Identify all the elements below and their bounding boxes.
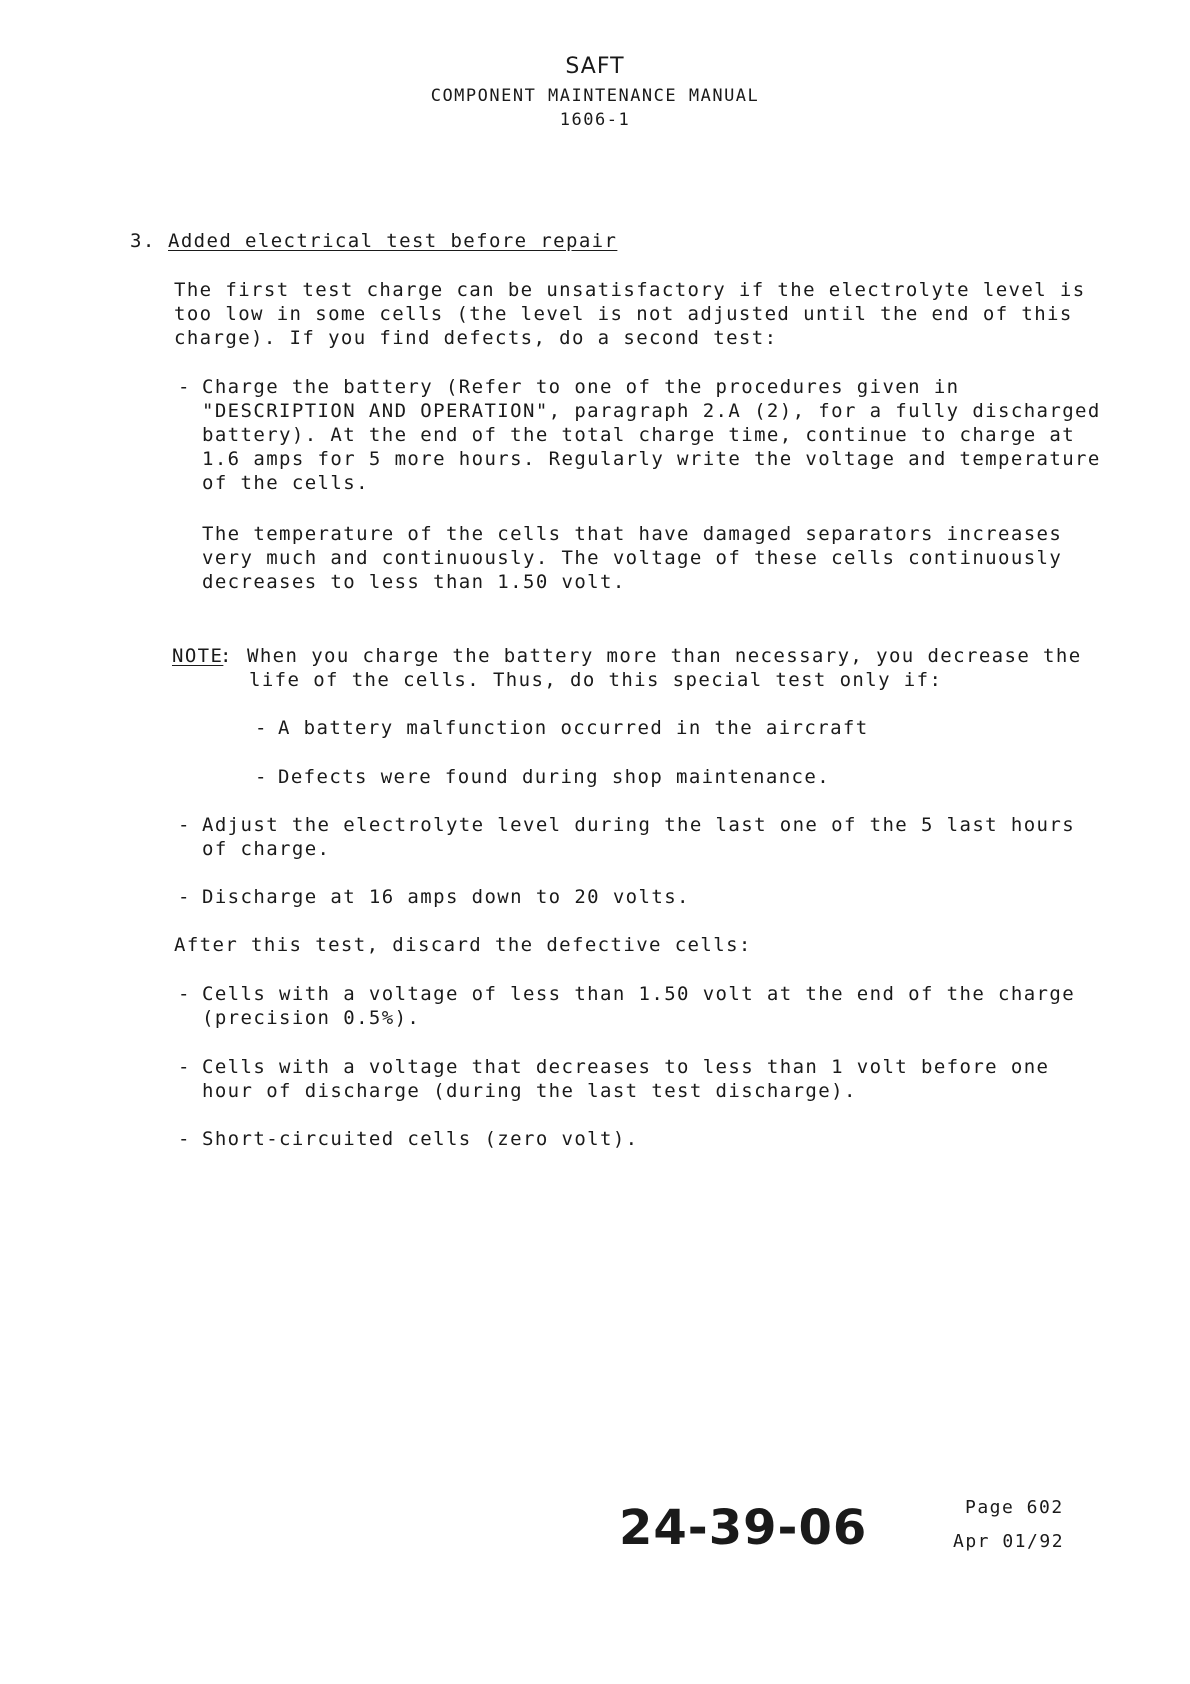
dash-bullet: -	[255, 717, 268, 739]
step-charge-battery: Charge the battery (Refer to one of the procedures given in "DESCRIPTION AND OPERATION", paragraph 2.A (2), for a fully discharged battery). At the end of the total charge time, continue to charge at 1.6 amps for 5 more hours. Regularly write the voltage and temperature of the cells.	[202, 376, 1101, 494]
manual-number: 1606-1	[559, 110, 631, 130]
note-item-malfunction: A battery malfunction occurred in the aircraft	[278, 717, 869, 739]
step-adjust-electrolyte: Adjust the electrolyte level during the last one of the 5 last hours of charge.	[202, 814, 1076, 860]
dash-bullet: -	[178, 1056, 191, 1078]
dash-bullet: -	[178, 983, 191, 1005]
dash-bullet: -	[178, 886, 191, 908]
discard-low-voltage: Cells with a voltage of less than 1.50 volt at the end of the charge (precision 0.5%).	[202, 983, 1076, 1029]
section-title: Added electrical test before repair	[168, 230, 618, 252]
manual-title: COMPONENT MAINTENANCE MANUAL	[430, 86, 760, 106]
company-name: SAFT	[565, 54, 625, 79]
step-discharge: Discharge at 16 amps down to 20 volts.	[202, 886, 690, 908]
note-item-defects: Defects were found during shop maintenance.	[278, 766, 831, 788]
page-number: Page 602	[965, 1497, 1064, 1518]
dash-bullet: -	[178, 1128, 191, 1150]
note-text-line2: life of the cells. Thus, do this special test only if:	[249, 669, 943, 691]
chapter-code: 24-39-06	[619, 1500, 868, 1556]
step-charge-observation: The temperature of the cells that have damaged separators increases very much and continuously. The voltage of these cells continuously decreases to less than 1.50 volt.	[202, 523, 1063, 593]
note-label: NOTE	[172, 645, 224, 667]
dash-bullet: -	[178, 814, 191, 836]
revision-date: Apr 01/92	[953, 1531, 1065, 1552]
dash-bullet: -	[178, 376, 191, 398]
section-number: 3.	[130, 230, 156, 252]
discard-decreasing-voltage: Cells with a voltage that decreases to less than 1 volt before one hour of discharge (during the last test discharge).	[202, 1056, 1050, 1102]
discard-short-circuited: Short-circuited cells (zero volt).	[202, 1128, 639, 1150]
note-colon: :	[220, 645, 233, 667]
intro-paragraph: The first test charge can be unsatisfactory if the electrolyte level is too low in some cells (the level is not adjusted until the end of this charge). If you find defects, do a second test:	[174, 279, 1086, 349]
after-test-text: After this test, discard the defective cells:	[174, 934, 752, 956]
dash-bullet: -	[255, 766, 268, 788]
note-text-line1: When you charge the battery more than necessary, you decrease the	[247, 645, 1082, 667]
